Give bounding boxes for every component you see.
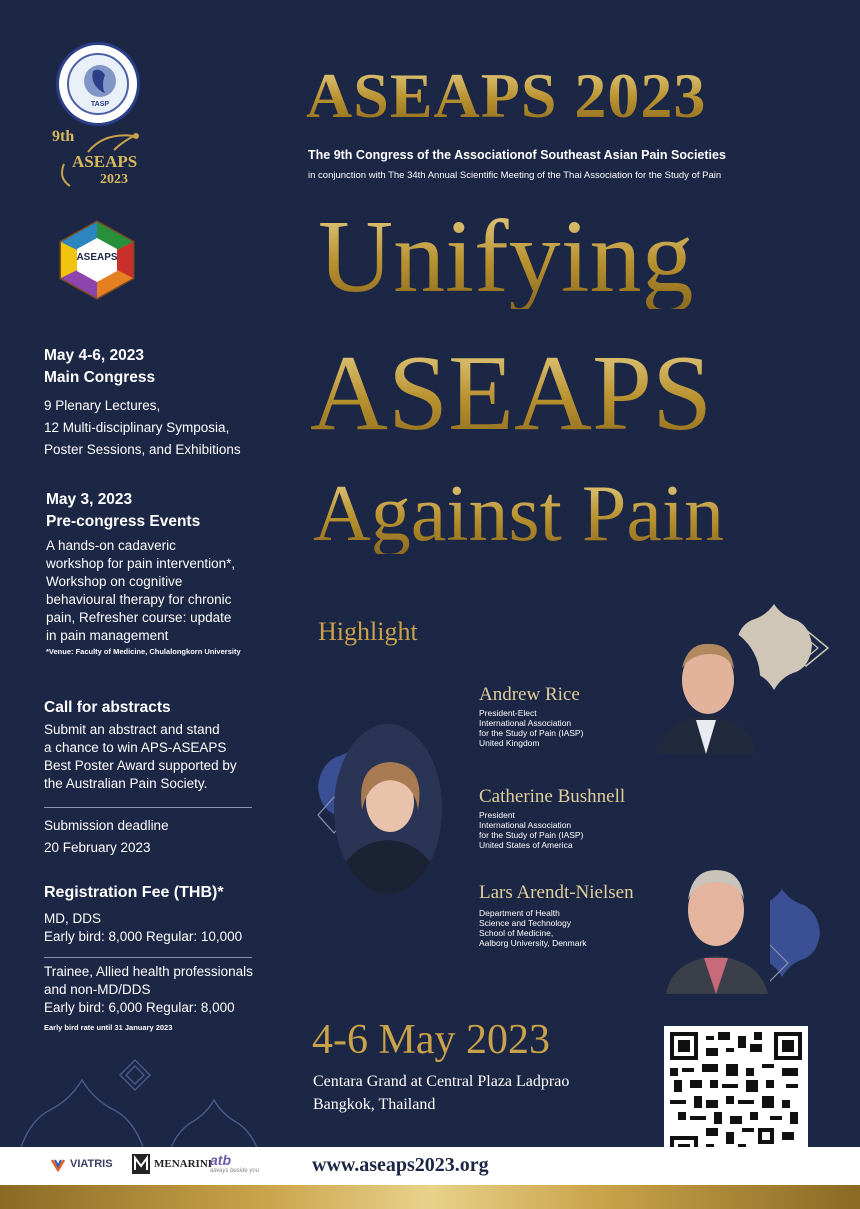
speaker-photo-andrew-rice [652, 624, 760, 754]
sponsor-menarini-label: MENARINI [154, 1158, 213, 1170]
congress-subtitle: The 9th Congress of the Associationof Southeast Asian Pain Societies [308, 148, 726, 162]
speaker-desc-line: for the Study of Pain (IASP) [479, 830, 584, 840]
main-congress-line: 12 Multi-disciplinary Symposia, [44, 420, 230, 435]
speaker-name: Lars Arendt-Nielsen [479, 882, 634, 903]
ninth-aseaps-logo [44, 128, 154, 198]
deadline-section [44, 815, 264, 859]
congress-subtitle-2: in conjunction with The 34th Annual Scientific Meeting of the Thai Association for the Study of Pain [308, 170, 722, 181]
sponsor-atb-tagline: always beside you [210, 1168, 260, 1174]
deadline-date: 20 February 2023 [44, 840, 151, 855]
slogan-line-1: Unifying [318, 205, 860, 309]
sponsor-viatris [50, 1156, 113, 1172]
speaker-catherine-bushnell [479, 786, 625, 850]
sponsor-atb [210, 1152, 259, 1174]
speaker-desc-line: President [479, 810, 515, 820]
speaker-photo-lars-arendt-nielsen [664, 848, 770, 994]
main-congress-section [44, 345, 264, 461]
pre-congress-line: A hands-on cadaveric [46, 538, 176, 553]
menarini-icon [132, 1154, 150, 1174]
ornament-decoration [0, 1040, 300, 1150]
slogan-line-3: Against Pain [313, 474, 860, 554]
registration-md-fees: Early bird: 8,000 Regular: 10,000 [44, 929, 243, 944]
speaker-andrew-rice [479, 684, 583, 748]
pre-congress-venue-note: *Venue: Faculty of Medicine, Chulalongkorn University [46, 647, 241, 656]
pre-congress-line: pain, Refresher course: update [46, 610, 232, 625]
venue-line-2: Bangkok, Thailand [313, 1096, 436, 1113]
pre-congress-line: in pain management [46, 628, 169, 643]
highlight-label: Highlight [318, 617, 418, 646]
viatris-icon [50, 1156, 66, 1172]
hex-logo-text: ASEAPS [76, 252, 118, 263]
gold-strip [0, 1185, 860, 1209]
abstracts-title: Call for abstracts [44, 699, 171, 716]
sponsor-menarini [132, 1154, 212, 1174]
main-congress-title: Main Congress [44, 369, 156, 386]
speaker-name: Andrew Rice [479, 684, 580, 705]
abstracts-line: Best Poster Award supported by [44, 758, 237, 773]
pre-congress-section [46, 489, 266, 657]
pre-congress-title: Pre-congress Events [46, 513, 201, 530]
divider [44, 957, 252, 958]
registration-trainee-line: and non-MD/DDS [44, 982, 151, 997]
deadline-label: Submission deadline [44, 818, 169, 833]
speaker-desc-line: International Association [479, 820, 572, 830]
speaker-desc-line: School of Medicine, [479, 928, 554, 938]
speaker-desc-line: Science and Technology [479, 918, 571, 928]
registration-title: Registration Fee (THB)* [44, 884, 224, 901]
event-venue [313, 1070, 569, 1116]
speaker-desc-line: United States of America [479, 840, 573, 850]
venue-line-1: Centara Grand at Central Plaza Ladprao [313, 1073, 570, 1090]
event-date: 4-6 May 2023 [312, 1017, 550, 1063]
registration-note: Early bird rate until 31 January 2023 [44, 1023, 173, 1032]
tasp-logo [56, 42, 140, 126]
speaker-desc-line: Aalborg University, Denmark [479, 938, 587, 948]
speaker-desc-line: President-Elect [479, 708, 537, 718]
sponsor-viatris-label: VIATRIS [70, 1158, 113, 1170]
registration-trainee-fees: Early bird: 6,000 Regular: 8,000 [44, 1000, 235, 1015]
registration-trainee [44, 963, 274, 1033]
speaker-desc-line: for the Study of Pain (IASP) [479, 728, 584, 738]
pre-congress-line: behavioural therapy for chronic [46, 592, 232, 607]
abstracts-line: the Australian Pain Society. [44, 776, 208, 791]
speaker-photo-catherine-bushnell [334, 724, 442, 894]
ninth-name: ASEAPS [72, 152, 138, 171]
main-congress-date: May 4-6, 2023 [44, 347, 144, 364]
divider [44, 807, 252, 808]
abstracts-section [44, 697, 264, 793]
speaker-desc-line: Department of Health [479, 908, 560, 918]
pre-congress-line: workshop for pain intervention*, [46, 556, 236, 571]
pre-congress-line: Workshop on cognitive [46, 574, 183, 589]
main-congress-line: 9 Plenary Lectures, [44, 398, 161, 413]
abstracts-line: a chance to win APS-ASEAPS [44, 740, 227, 755]
speaker-desc-line: International Association [479, 718, 572, 728]
ninth-number: 9th [52, 128, 75, 145]
registration-trainee-line: Trainee, Allied health professionals [44, 964, 253, 979]
abstracts-line: Submit an abstract and stand [44, 722, 220, 737]
slogan-line-2: ASEAPS [310, 340, 860, 448]
tasp-logo-text: TASP [90, 101, 110, 108]
speaker-name: Catherine Bushnell [479, 786, 626, 807]
pre-congress-date: May 3, 2023 [46, 491, 133, 508]
main-congress-line: Poster Sessions, and Exhibitions [44, 442, 241, 457]
website-link[interactable]: www.aseaps2023.org [312, 1154, 489, 1176]
sponsor-atb-label: atb [210, 1152, 231, 1168]
event-title: ASEAPS 2023 [306, 60, 707, 131]
speaker-desc-line: United Kingdom [479, 738, 540, 748]
speaker-lars-arendt-nielsen [479, 882, 634, 948]
registration-md-label: MD, DDS [44, 911, 101, 926]
registration-section [44, 882, 274, 946]
ninth-year: 2023 [100, 172, 128, 187]
aseaps-hex-logo [55, 220, 139, 300]
